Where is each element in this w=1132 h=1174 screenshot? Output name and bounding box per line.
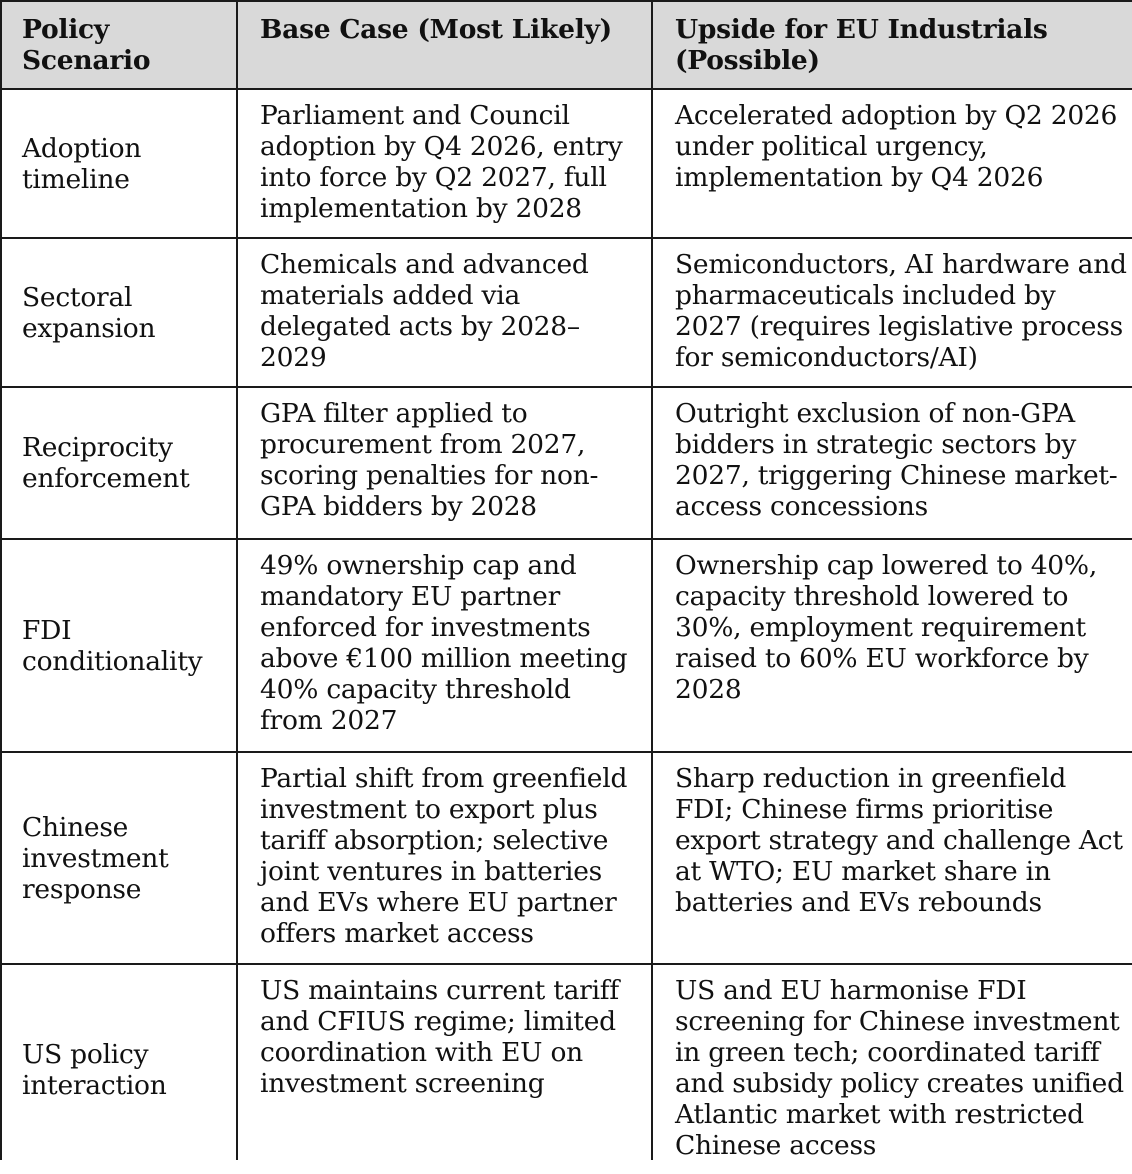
row-label-chinese-investment-response (2, 753, 236, 963)
row-label-reciprocity-enforcement (2, 388, 236, 538)
scenario-text: Chinese investment response (22, 811, 169, 905)
header-upside: Upside for EU Industrials (Possible) (653, 2, 1132, 88)
row-label-fdi-conditionality (2, 540, 236, 751)
upside-cell: Outright exclusion of non-GPA bidders in strategic sectors by 2027, triggering Chinese market-access concessions (653, 388, 1132, 538)
base-case-cell: US maintains current tariff and CFIUS regime; limited coordination with EU on investment screening (238, 965, 651, 1174)
base-case-cell: Partial shift from greenfield investment to export plus tariff absorption; selective joint ventures in batteries and EVs where EU partner offers market access (238, 753, 651, 963)
upside-cell: US and EU harmonise FDI screening for Chinese investment in green tech; coordinated tariff and subsidy policy creates unified Atlantic market with restricted Chinese access (653, 965, 1132, 1174)
scenario-text: Reciprocity enforcement (22, 432, 190, 494)
scenario-text: Sectoral expansion (22, 281, 156, 344)
scenario-text: FDI conditionality (22, 614, 203, 677)
header-policy-scenario: Policy Scenario (2, 2, 236, 88)
header-base-case: Base Case (Most Likely) (238, 2, 651, 88)
upside-cell: Ownership cap lowered to 40%, capacity threshold lowered to 30%, employment requirement raised to 60% EU workforce by 2028 (653, 540, 1132, 751)
base-case-cell: GPA filter applied to procurement from 2027, scoring penalties for non-GPA bidders by 2028 (238, 388, 651, 538)
base-case-cell: Chemicals and advanced materials added via delegated acts by 2028–2029 (238, 239, 651, 386)
row-label-sectoral-expansion (2, 239, 236, 386)
base-case-cell: 49% ownership cap and mandatory EU partner enforced for investments above €100 million meeting 40% capacity threshold from 2027 (238, 540, 651, 751)
row-label-us-policy-interaction (2, 965, 236, 1174)
row-label-adoption-timeline (2, 90, 236, 237)
base-case-cell: Parliament and Council adoption by Q4 2026, entry into force by Q2 2027, full implementation by 2028 (238, 90, 651, 237)
scenario-text: US policy interaction (22, 1038, 167, 1101)
scenario-text: Adoption timeline (22, 132, 142, 195)
upside-cell: Semiconductors, AI hardware and pharmaceuticals included by 2027 (requires legislative process for semiconductors/AI) (653, 239, 1132, 386)
upside-cell: Sharp reduction in greenfield FDI; Chinese firms prioritise export strategy and challenge Act at WTO; EU market share in batteries and EVs rebounds (653, 753, 1132, 963)
upside-cell: Accelerated adoption by Q2 2026 under political urgency, implementation by Q4 2026 (653, 90, 1132, 237)
